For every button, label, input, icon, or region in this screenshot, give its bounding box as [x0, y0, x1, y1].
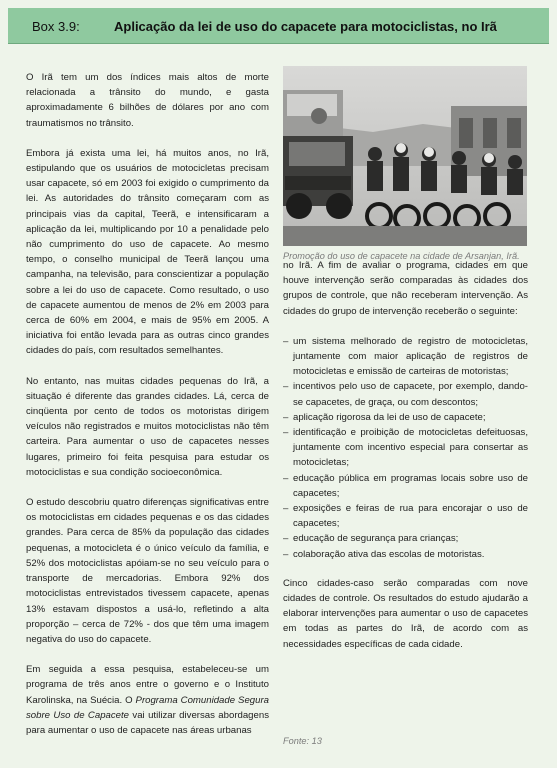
list-item: – educação de segurança para crianças;: [283, 531, 528, 546]
intervention-list: [283, 334, 528, 562]
photo-illustration: [283, 66, 527, 246]
text-run: vai utilizar diversas abordagens para aumentar o uso de capacete nas áreas urbanas: [26, 709, 269, 736]
motorcycle-photo: [283, 66, 527, 246]
paragraph: [26, 662, 269, 738]
list-item: – colaboração ativa das escolas de motoristas.: [283, 547, 528, 562]
paragraph: No entanto, nas muitas cidades pequenas do Irã, a situação é diferente das grandes cidades. Lá, cerca de cinqüenta por cento de todos os motoristas dirigem veículos não registrados e muitos motociclistas não têm carteira. Para aumentar o uso de capacetes nesses lugares, primeiro foi feita pesquisa para estudar os motociclistas e sua condição socioeconômica.: [26, 375, 269, 478]
list-item: – um sistema melhorado de registro de motocicletas, juntamente com maior aplicação de registros de motocicletas e emissão de carteiras de motoristas;: [283, 334, 528, 380]
list-item: – identificação e proibição de motocicletas defeituosas, juntamente com incentivo especial para consertar as motocicletas;: [283, 425, 528, 471]
photo-caption: Promoção do uso de capacete na cidade de Arsanjan, Irã.: [283, 251, 520, 261]
paragraph: O estudo descobriu quatro diferenças significativas entre os motociclistas em cidades pequenas e os das cidades grandes. Para cerca de 85% da população das cidades pequenas, a motocicleta é o único veículo da família, e 52% dos motociclistas apóiam-se no seu veículo para o transporte de mercadorias. Embora 92% dos motociclistas entrevistados tivessem capacete, apenas 13% estavam dispostos a usá-lo, refletindo a alta proporção – cerca de 72% - dos que têm uma imagem negativa do uso do capacete.: [26, 497, 269, 645]
list-item: – incentivos pelo uso de capacete, por exemplo, dando-se capacetes, de graça, ou com descontos;: [283, 379, 528, 409]
box-number: Box 3.9:: [32, 19, 80, 34]
paragraph: Embora já exista uma lei, há muitos anos, no Irã, estipulando que os usuários de motocicletas precisam usar capacete, só em 2003 foi exigido o cumprimento da lei. As autoridades do trânsito começaram com as principais vias da capital, Teerã, e intensificaram a aplicação da lei, multiplicando por 10 a penalidade pelo não cumprimento do uso de capacete. Ao mesmo tempo, o conselho municipal de Teerã lançou uma campanha, na televisão, para conscientizar a população sobre a lei do uso de capacete. Como resultado, o uso de capacete aumentou de menos de 2% em 2003 para cerca de 60% em 2004, e mais de 95% em 2005. A iniciativa foi então levada para as outras cinco grandes cidades do país, com resultados semelhantes.: [26, 147, 269, 357]
right-column: [283, 258, 528, 667]
box-title: Aplicação da lei de uso do capacete para motociclistas, no Irã: [114, 19, 497, 34]
box-header: [8, 8, 549, 44]
source-note: Fonte: 13: [283, 736, 322, 746]
paragraph: no Irã. A fim de avaliar o programa, cidades em que houve intervenção serão comparadas às cidades dos grupos de controle, que não receberam intervenção. As cidades do grupo de intervenção receberão o seguinte:: [283, 260, 528, 317]
list-item: – aplicação rigorosa da lei de uso de capacete;: [283, 410, 528, 425]
paragraph: Cinco cidades-caso serão comparadas com nove cidades de controle. Os resultados do estudo ajudarão a elaborar intervenções para aumentar o uso de capacetes em todas as partes do Irã, de acordo com as necessidades específicas de cada cidade.: [283, 577, 528, 650]
left-column: [26, 70, 269, 753]
paragraph: O Irã tem um dos índices mais altos de morte relacionada a trânsito do mundo, e gasta aproximadamente 6 bilhões de dólares por ano com traumatismos no trânsito.: [26, 72, 269, 129]
text-run: Em seguida a essa pesquisa, estabeleceu-se um programa de três anos entre o governo e o Instituto Karolinska, na Suécia. O: [26, 664, 269, 706]
list-item: – exposições e feiras de rua para encorajar o uso de capacetes;: [283, 501, 528, 531]
list-item: – educação pública em programas locais sobre uso de capacetes;: [283, 471, 528, 501]
program-name: Programa Comunidade Segura sobre Uso de Capacete: [26, 694, 269, 721]
